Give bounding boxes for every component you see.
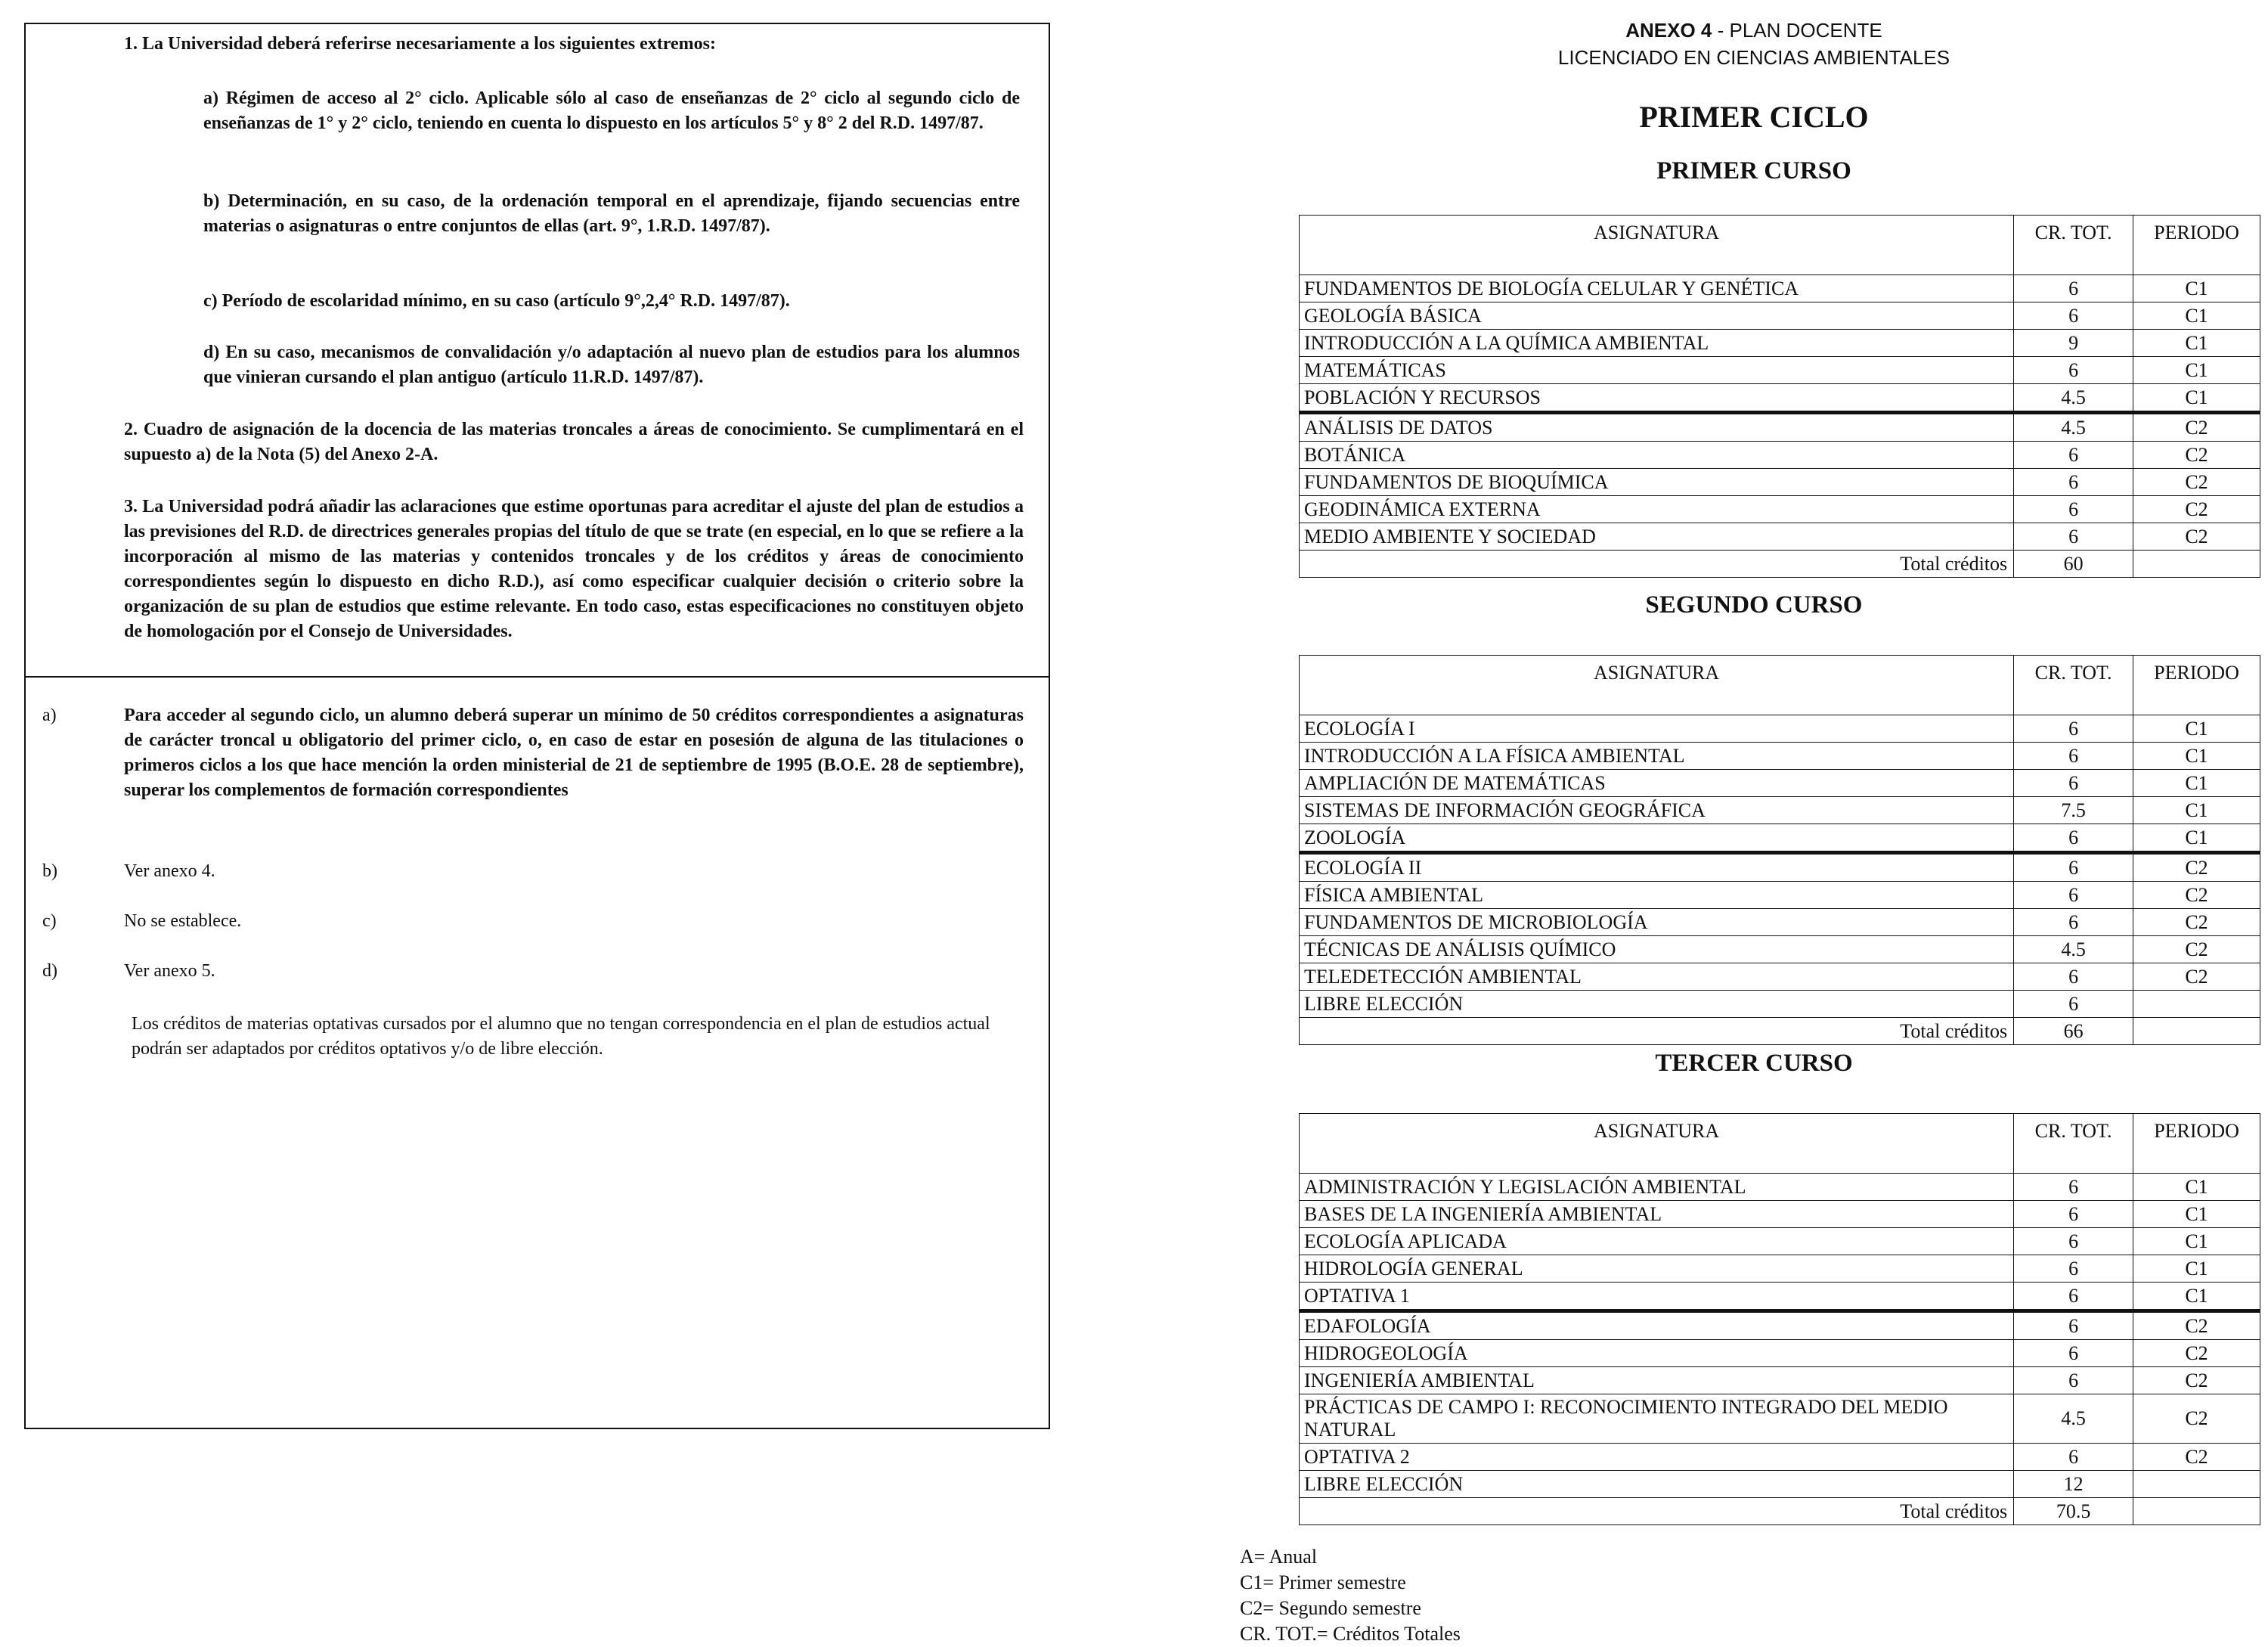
subject-name-cell: SISTEMAS DE INFORMACIÓN GEOGRÁFICA <box>1300 797 2014 824</box>
period-cell: C2 <box>2133 1340 2260 1367</box>
period-cell: C2 <box>2133 853 2260 882</box>
table-row <box>1300 442 2260 469</box>
table-header-row <box>1300 1114 2260 1174</box>
period-cell: C2 <box>2133 1311 2260 1340</box>
period-cell: C2 <box>2133 523 2260 551</box>
header-asignatura: ASIGNATURA <box>1300 656 2014 715</box>
credits-cell: 6 <box>2014 1340 2133 1367</box>
table-row <box>1300 1228 2260 1255</box>
credits-cell: 9 <box>2014 330 2133 357</box>
legend-item: A= Anual <box>1240 1546 1318 1568</box>
subject-name-cell: FUNDAMENTOS DE BIOQUÍMICA <box>1300 469 2014 496</box>
subject-name-cell: ECOLOGÍA II <box>1300 853 2014 882</box>
anexo-number: ANEXO 4 <box>1625 19 1712 42</box>
period-cell: C1 <box>2133 824 2260 853</box>
note-c-letter: c) <box>42 911 57 931</box>
subject-name-cell: OPTATIVA 1 <box>1300 1283 2014 1311</box>
note-c-text: No se establece. <box>124 911 242 931</box>
table-row <box>1300 936 2260 963</box>
table-row <box>1300 797 2260 824</box>
subject-name-cell: FÍSICA AMBIENTAL <box>1300 882 2014 909</box>
subject-name-cell: EDAFOLOGÍA <box>1300 1311 2014 1340</box>
table-row <box>1300 991 2260 1018</box>
course-table-2 <box>1299 655 2260 1045</box>
table-row <box>1300 1174 2260 1201</box>
table-header-row <box>1300 216 2260 275</box>
credits-cell: 6 <box>2014 991 2133 1018</box>
credits-cell: 6 <box>2014 743 2133 770</box>
legend <box>1240 1544 1693 1647</box>
subject-name-cell: ZOOLOGÍA <box>1300 824 2014 853</box>
credits-cell: 6 <box>2014 496 2133 523</box>
table-row <box>1300 963 2260 991</box>
table-row <box>1300 1444 2260 1471</box>
credits-cell: 4.5 <box>2014 384 2133 413</box>
subject-name-cell: OPTATIVA 2 <box>1300 1444 2014 1471</box>
period-cell: C2 <box>2133 936 2260 963</box>
period-cell: C2 <box>2133 496 2260 523</box>
period-cell: C2 <box>2133 413 2260 442</box>
period-cell <box>2133 1471 2260 1498</box>
credits-cell: 6 <box>2014 469 2133 496</box>
subject-name-cell: INTRODUCCIÓN A LA QUÍMICA AMBIENTAL <box>1300 330 2014 357</box>
instruction-sub-d: d) En su caso, mecanismos de convalidación y/o adaptación al nuevo plan de estudios para los alumnos que vinieran cursando el plan antiguo (artículo 11.R.D. 1497/87). <box>203 343 1020 387</box>
legend-item: C1= Primer semestre <box>1240 1571 1406 1593</box>
legend-item: CR. TOT.= Créditos Totales <box>1240 1623 1461 1645</box>
header-cr-tot: CR. TOT. <box>2014 1114 2133 1174</box>
note-b-letter: b) <box>42 861 57 881</box>
subject-name-cell: TELEDETECCIÓN AMBIENTAL <box>1300 963 2014 991</box>
credits-cell: 6 <box>2014 1255 2133 1283</box>
table-row <box>1300 1201 2260 1228</box>
total-credits: 70.5 <box>2014 1498 2133 1525</box>
total-label: Total créditos <box>1300 1498 2014 1525</box>
subject-name-cell: ADMINISTRACIÓN Y LEGISLACIÓN AMBIENTAL <box>1300 1174 2014 1201</box>
credits-cell: 6 <box>2014 302 2133 330</box>
period-cell: C2 <box>2133 909 2260 936</box>
table-row <box>1300 853 2260 882</box>
table-row <box>1300 496 2260 523</box>
table-row <box>1300 715 2260 743</box>
subject-name-cell: HIDROGEOLOGÍA <box>1300 1340 2014 1367</box>
credits-cell: 6 <box>2014 1444 2133 1471</box>
credits-cell: 4.5 <box>2014 936 2133 963</box>
cycle-heading: PRIMER CICLO <box>1639 100 1869 134</box>
course-table-3 <box>1299 1113 2260 1525</box>
header-cr-tot: CR. TOT. <box>2014 216 2133 275</box>
subject-name-cell: LIBRE ELECCIÓN <box>1300 991 2014 1018</box>
total-empty-cell <box>2133 551 2260 578</box>
subject-name-cell: ECOLOGÍA APLICADA <box>1300 1228 2014 1255</box>
header-periodo: PERIODO <box>2133 1114 2260 1174</box>
anexo-title <box>1240 18 2268 42</box>
header-asignatura: ASIGNATURA <box>1300 1114 2014 1174</box>
table-row <box>1300 384 2260 413</box>
table-row <box>1300 275 2260 302</box>
period-cell: C1 <box>2133 357 2260 384</box>
plan-docente-section <box>1240 0 2268 1645</box>
total-label: Total créditos <box>1300 1018 2014 1045</box>
subject-name-cell: INGENIERÍA AMBIENTAL <box>1300 1367 2014 1394</box>
period-cell: C2 <box>2133 1394 2260 1444</box>
subject-name-cell: LIBRE ELECCIÓN <box>1300 1471 2014 1498</box>
subject-name-cell: AMPLIACIÓN DE MATEMÁTICAS <box>1300 770 2014 797</box>
table-row <box>1300 469 2260 496</box>
period-cell: C1 <box>2133 1283 2260 1311</box>
instruction-item-2: 2. Cuadro de asignación de la docencia de las materias troncales a áreas de conocimiento. Se cumplimentará en el supuesto a) de la Nota (5) del Anexo 2-A. <box>124 420 1024 464</box>
note-a-letter: a) <box>42 706 57 725</box>
table-row <box>1300 1340 2260 1367</box>
credits-cell: 6 <box>2014 1311 2133 1340</box>
course-table-1 <box>1299 215 2260 578</box>
header-asignatura: ASIGNATURA <box>1300 216 2014 275</box>
period-cell: C1 <box>2133 302 2260 330</box>
table-row <box>1300 743 2260 770</box>
table-row <box>1300 413 2260 442</box>
legend-item: C2= Segundo semestre <box>1240 1597 1421 1619</box>
period-cell: C1 <box>2133 1201 2260 1228</box>
credits-cell: 6 <box>2014 882 2133 909</box>
credits-cell: 6 <box>2014 1228 2133 1255</box>
period-cell: C2 <box>2133 442 2260 469</box>
table-row <box>1300 770 2260 797</box>
total-empty-cell <box>2133 1018 2260 1045</box>
subject-name-cell: INTRODUCCIÓN A LA FÍSICA AMBIENTAL <box>1300 743 2014 770</box>
table-row <box>1300 1255 2260 1283</box>
left-document-box <box>24 23 1050 1429</box>
period-cell: C1 <box>2133 770 2260 797</box>
table-row <box>1300 1283 2260 1311</box>
credits-cell: 6 <box>2014 715 2133 743</box>
instruction-item-3: 3. La Universidad podrá añadir las aclaraciones que estime oportunas para acreditar el ajuste del plan de estudios a las previsiones del R.D. de directrices generales propias del título de que se trate (en especial, en lo que se refiere a la incorporación al mismo de las materias y contenidos troncales y de los créditos y áreas de conocimiento correspondientes según lo dispuesto en dicho R.D.), así como especificar cualquier decisión o criterio sobre la organización de su plan de estudios que estime relevante. En todo caso, estas especificaciones no constituyen objeto de homologación por el Consejo de Universidades. <box>124 497 1024 641</box>
subject-name-cell: ECOLOGÍA I <box>1300 715 2014 743</box>
period-cell: C1 <box>2133 1174 2260 1201</box>
period-cell: C2 <box>2133 882 2260 909</box>
credits-cell: 12 <box>2014 1471 2133 1498</box>
instructions-section <box>26 24 1049 678</box>
instruction-sub-c: c) Período de escolaridad mínimo, en su caso (artículo 9°,2,4° R.D. 1497/87). <box>203 291 790 311</box>
credits-cell: 6 <box>2014 523 2133 551</box>
table-row <box>1300 330 2260 357</box>
table-header-row <box>1300 656 2260 715</box>
credits-cell: 6 <box>2014 1174 2133 1201</box>
header-periodo: PERIODO <box>2133 216 2260 275</box>
instruction-sub-b: b) Determinación, en su caso, de la ordenación temporal en el aprendizaje, fijando secuencias entre materias o asignaturas o entre conjuntos de ellas (art. 9°, 1.R.D. 1497/87). <box>203 191 1020 236</box>
header-periodo: PERIODO <box>2133 656 2260 715</box>
credits-cell: 6 <box>2014 442 2133 469</box>
note-d-letter: d) <box>42 961 57 981</box>
period-cell: C1 <box>2133 743 2260 770</box>
note-d-text: Ver anexo 5. <box>124 961 215 981</box>
period-cell: C1 <box>2133 797 2260 824</box>
period-cell: C1 <box>2133 384 2260 413</box>
instruction-sub-a: a) Régimen de acceso al 2° ciclo. Aplicable sólo al caso de enseñanzas de 2° ciclo al segundo ciclo de enseñanzas de 1° y 2° ciclo, teniendo en cuenta lo dispuesto en los artículos 5° y 8° 2 del R.D. 1497/87. <box>203 88 1020 133</box>
credits-cell: 6 <box>2014 963 2133 991</box>
subject-name-cell: FUNDAMENTOS DE MICROBIOLOGÍA <box>1300 909 2014 936</box>
credits-cell: 7.5 <box>2014 797 2133 824</box>
table-row <box>1300 882 2260 909</box>
course-heading-2: SEGUNDO CURSO <box>1645 591 1863 619</box>
header-cr-tot: CR. TOT. <box>2014 656 2133 715</box>
table-row <box>1300 1367 2260 1394</box>
subject-name-cell: GEODINÁMICA EXTERNA <box>1300 496 2014 523</box>
credits-cell: 6 <box>2014 853 2133 882</box>
total-credits: 66 <box>2014 1018 2133 1045</box>
credits-cell: 6 <box>2014 770 2133 797</box>
credits-cell: 6 <box>2014 824 2133 853</box>
anexo-title-rest: - PLAN DOCENTE <box>1712 19 1882 42</box>
credits-cell: 6 <box>2014 1283 2133 1311</box>
degree-title: LICENCIADO EN CIENCIAS AMBIENTALES <box>1557 46 1950 69</box>
course-heading-3: TERCER CURSO <box>1655 1050 1853 1077</box>
total-row <box>1300 1018 2260 1045</box>
table-row <box>1300 1311 2260 1340</box>
instruction-item-1: 1. La Universidad deberá referirse necesariamente a los siguientes extremos: <box>124 34 716 54</box>
period-cell: C2 <box>2133 1444 2260 1471</box>
subject-name-cell: HIDROLOGÍA GENERAL <box>1300 1255 2014 1283</box>
table-row <box>1300 357 2260 384</box>
course-heading-1: PRIMER CURSO <box>1656 157 1851 185</box>
subject-name-cell: ANÁLISIS DE DATOS <box>1300 413 2014 442</box>
subject-name-cell: POBLACIÓN Y RECURSOS <box>1300 384 2014 413</box>
table-row <box>1300 1394 2260 1444</box>
credits-cell: 4.5 <box>2014 1394 2133 1444</box>
credits-cell: 6 <box>2014 275 2133 302</box>
subject-name-cell: MEDIO AMBIENTE Y SOCIEDAD <box>1300 523 2014 551</box>
table-row <box>1300 302 2260 330</box>
note-a-text: Para acceder al segundo ciclo, un alumno deberá superar un mínimo de 50 créditos correspondientes a asignaturas de carácter troncal u obligatorio del primer ciclo, o, en caso de estar en posesión de alguna de las titulaciones o primeros ciclos a los que hace mención la orden ministerial de 21 de septiembre de 1995 (B.O.E. 28 de septiembre), superar los complementos de formación correspondientes <box>124 706 1024 800</box>
subject-name-cell: BOTÁNICA <box>1300 442 2014 469</box>
period-cell: C1 <box>2133 715 2260 743</box>
subject-name-cell: TÉCNICAS DE ANÁLISIS QUÍMICO <box>1300 936 2014 963</box>
period-cell: C1 <box>2133 1228 2260 1255</box>
period-cell: C2 <box>2133 963 2260 991</box>
subject-name-cell: BASES DE LA INGENIERÍA AMBIENTAL <box>1300 1201 2014 1228</box>
subject-name-cell: MATEMÁTICAS <box>1300 357 2014 384</box>
credits-cell: 6 <box>2014 357 2133 384</box>
table-row <box>1300 824 2260 853</box>
period-cell: C1 <box>2133 330 2260 357</box>
total-row <box>1300 551 2260 578</box>
table-row <box>1300 1471 2260 1498</box>
note-b-text: Ver anexo 4. <box>124 861 215 881</box>
credits-cell: 6 <box>2014 1367 2133 1394</box>
credits-cell: 4.5 <box>2014 413 2133 442</box>
period-cell: C2 <box>2133 1367 2260 1394</box>
table-row <box>1300 523 2260 551</box>
period-cell <box>2133 991 2260 1018</box>
total-label: Total créditos <box>1300 551 2014 578</box>
table-row <box>1300 909 2260 936</box>
note-optativas-text: Los créditos de materias optativas cursados por el alumno que no tengan correspondencia en el plan de estudios actual podrán ser adaptados por créditos optativos y/o de libre elección. <box>132 1014 990 1059</box>
subject-name-cell: FUNDAMENTOS DE BIOLOGÍA CELULAR Y GENÉTICA <box>1300 275 2014 302</box>
period-cell: C2 <box>2133 469 2260 496</box>
subject-name-cell: GEOLOGÍA BÁSICA <box>1300 302 2014 330</box>
total-row <box>1300 1498 2260 1525</box>
subject-name-cell: PRÁCTICAS DE CAMPO I: RECONOCIMIENTO INTEGRADO DEL MEDIO NATURAL <box>1300 1394 2014 1444</box>
credits-cell: 6 <box>2014 1201 2133 1228</box>
period-cell: C1 <box>2133 1255 2260 1283</box>
total-empty-cell <box>2133 1498 2260 1525</box>
credits-cell: 6 <box>2014 909 2133 936</box>
total-credits: 60 <box>2014 551 2133 578</box>
period-cell: C1 <box>2133 275 2260 302</box>
